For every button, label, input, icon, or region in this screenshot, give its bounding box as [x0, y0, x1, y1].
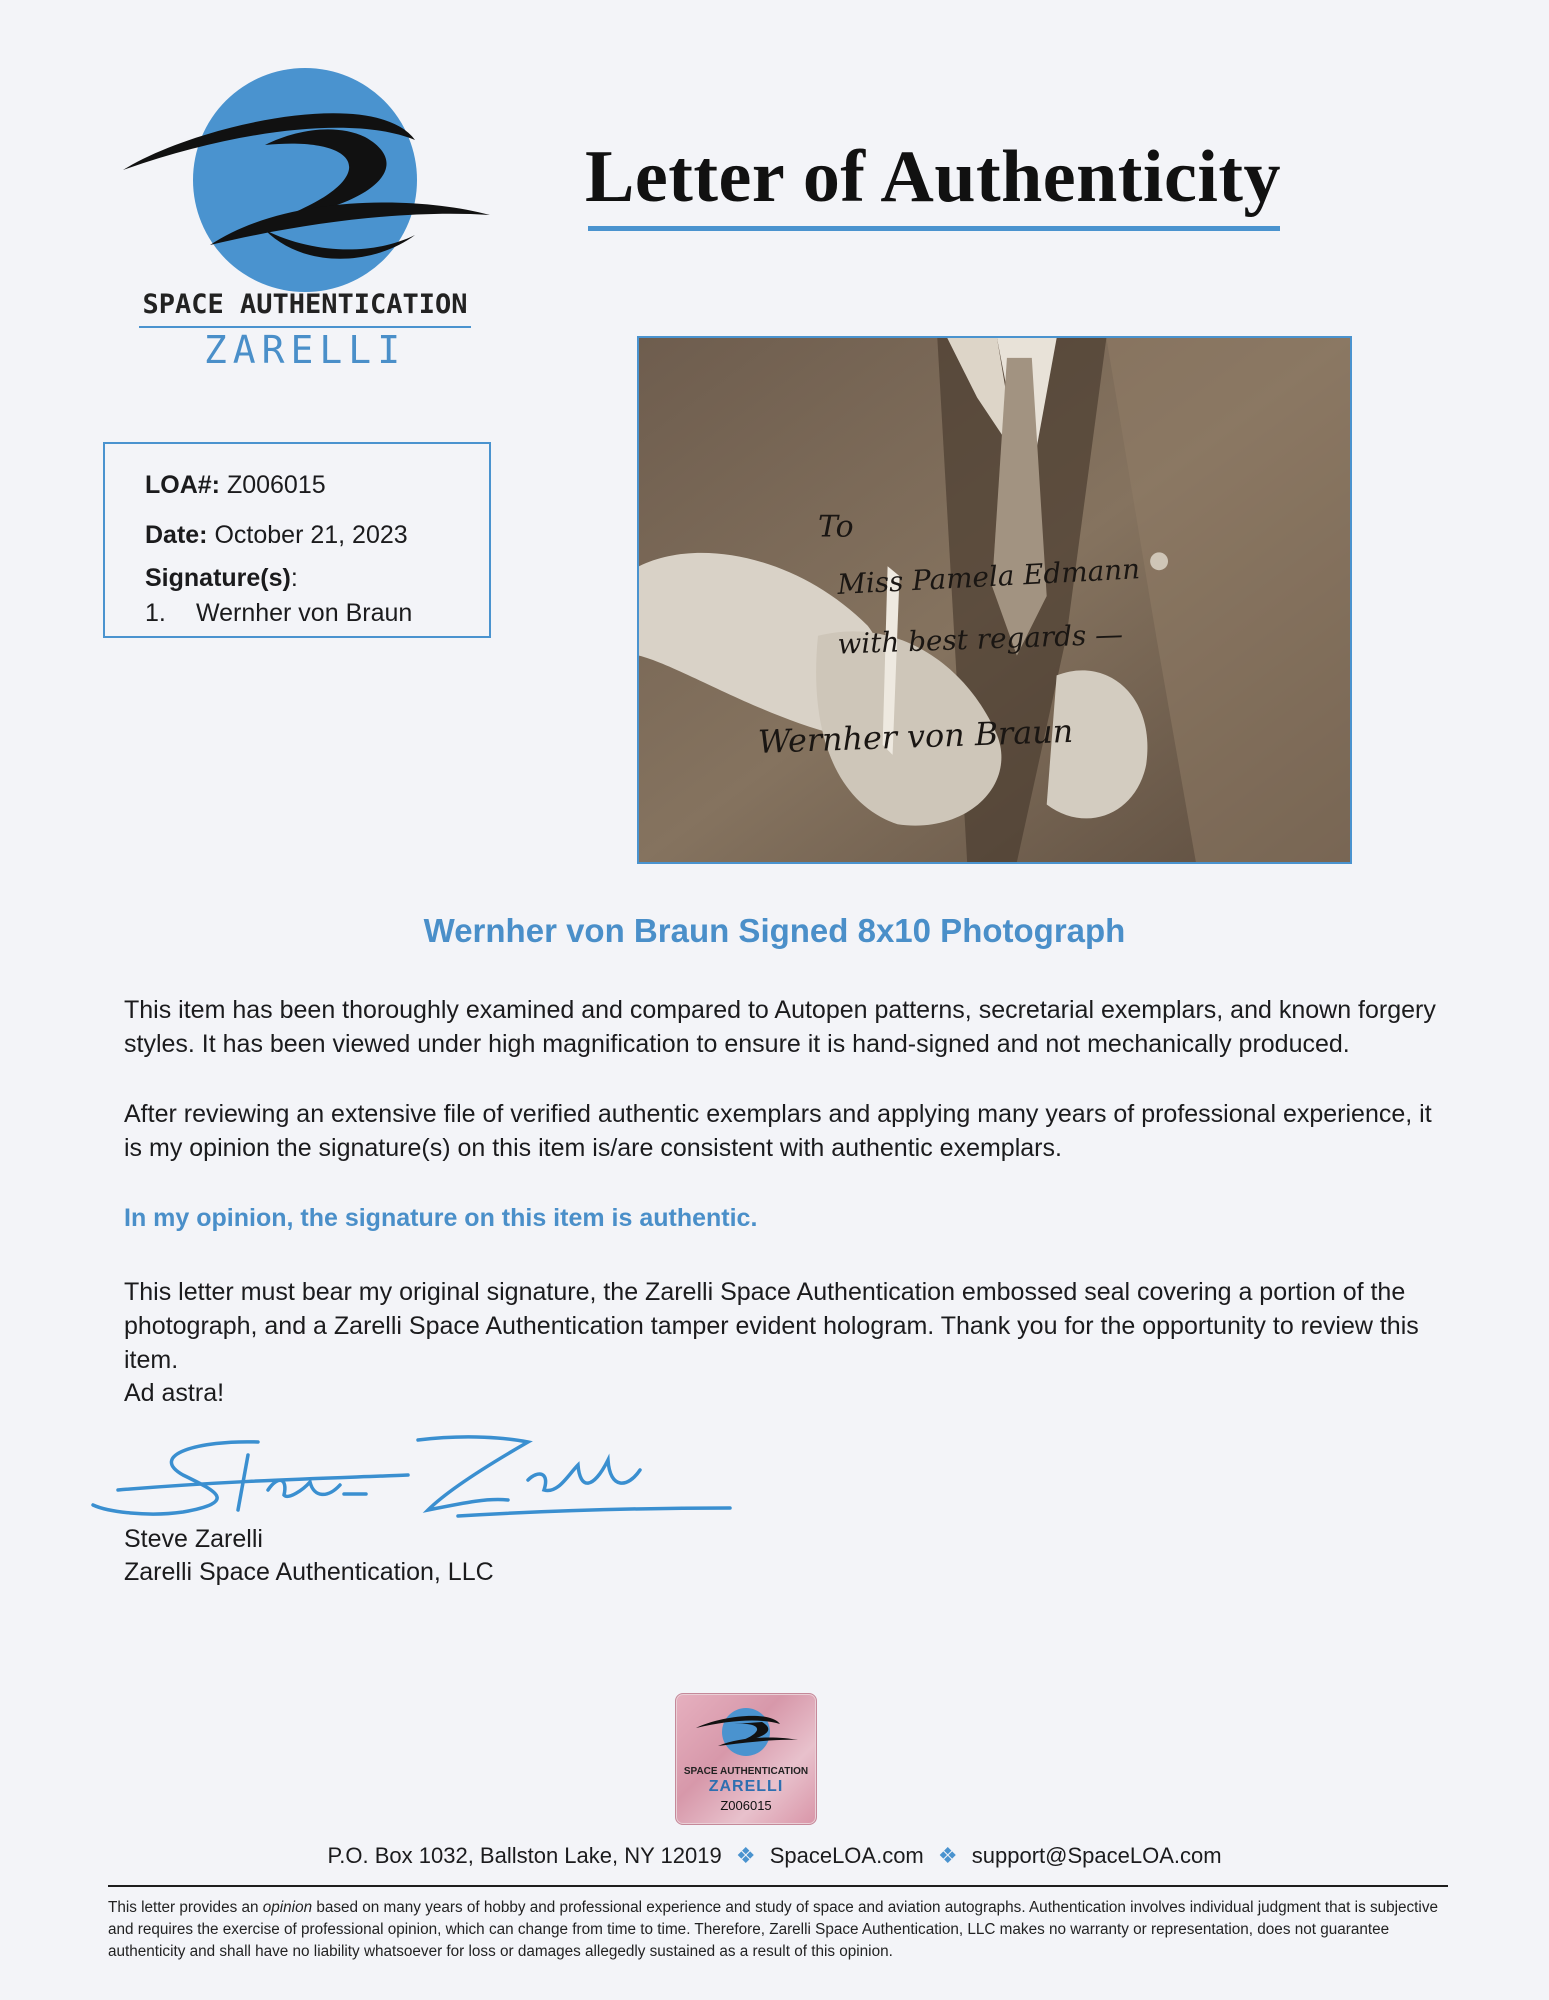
hologram-logo-icon — [690, 1702, 802, 1762]
date-row — [145, 510, 489, 560]
inscription-line1: To — [817, 509, 854, 545]
review-paragraph: After reviewing an extensive file of verified authentic exemplars and applying many years of professional experience, it is my opinion the signature(s) on this item is/are consistent with authentic exemplars. — [124, 1100, 1432, 1162]
footer-divider — [108, 1885, 1448, 1887]
footer-website-link[interactable]: SpaceLOA.com — [769, 1843, 924, 1868]
signature-number: 1. — [145, 599, 166, 627]
page-title: Letter of Authenticity — [585, 136, 1282, 218]
examination-paragraph: This item has been thoroughly examined and compared to Autopen patterns, secretarial exemplars, and known forgery styles. It has been viewed under high magnification to ensure it is hand-signed and not mechanically produced. — [124, 996, 1436, 1058]
loa-number-value: Z006015 — [226, 471, 326, 499]
disclaimer-part1: This letter provides an — [108, 1899, 263, 1916]
inscription-signature: Wernher von Braun — [757, 713, 1074, 761]
footer-contact — [0, 1843, 1549, 1869]
opinion-statement: In my opinion, the signature on this item is authentic. — [124, 1204, 758, 1232]
diamond-cluster-icon: ❖ — [937, 1843, 958, 1868]
requirements-paragraph: This letter must bear my original signature, the Zarelli Space Authentication embossed seal covering a portion of the photograph, and a Zarelli Space Authentication tamper evident hologram. Thank you for the opportunity to review this item. — [124, 1278, 1419, 1374]
tamper-evident-hologram — [675, 1693, 817, 1825]
title-underline — [588, 226, 1280, 231]
logo-line2: ZARELLI — [203, 328, 407, 372]
item-title: Wernher von Braun Signed 8x10 Photograph — [423, 912, 1126, 949]
loa-info-box — [103, 442, 491, 638]
footer-email-link[interactable]: support@SpaceLOA.com — [971, 1843, 1222, 1868]
date-value: October 21, 2023 — [214, 521, 408, 549]
hologram-line1: SPACE AUTHENTICATION — [683, 1766, 809, 1777]
diamond-cluster-icon: ❖ — [735, 1843, 756, 1868]
signature-list-item — [145, 596, 489, 630]
signature-name: Wernher von Braun — [195, 599, 413, 627]
signer-name: Steve Zarelli — [124, 1525, 263, 1553]
closing-line: Ad astra! — [124, 1379, 225, 1407]
disclaimer-part2: based on many years of hobby and professional experience and study of space and aviation autographs. Authentication involves individual judgment that is subjective and requires the exercise of professional opinion, which can change from time to time. Therefore, Zarelli Space Authentication, LLC makes no warranty or representation, does not guarantee authenticity and shall have no liability whatsoever for loss or damages allegedly sustained as a result of this opinion. — [108, 1899, 1438, 1960]
inscription-line3: with best regards — — [836, 617, 1124, 661]
logo-line1: SPACE AUTHENTICATION — [142, 289, 468, 320]
disclaimer-text — [108, 1897, 1453, 1963]
signatures-colon: : — [290, 564, 298, 592]
signer-company: Zarelli Space Authentication, LLC — [124, 1558, 494, 1586]
date-label: Date: — [145, 521, 208, 549]
zarelli-logo-icon — [115, 45, 495, 385]
hologram-line2: ZARELLI — [708, 1778, 784, 1795]
disclaimer-emphasis: opinion — [262, 1899, 313, 1916]
signed-photograph — [637, 336, 1352, 864]
footer-address: P.O. Box 1032, Ballston Lake, NY 12019 — [327, 1843, 722, 1868]
loa-number-label: LOA#: — [145, 471, 220, 499]
photograph-image — [639, 338, 1350, 862]
zarelli-logo — [115, 45, 495, 385]
signatures-row — [145, 560, 489, 596]
loa-number-row — [145, 460, 489, 510]
hologram-code: Z006015 — [720, 1798, 772, 1813]
handwritten-signature — [88, 1420, 738, 1525]
signatures-label: Signature(s) — [145, 564, 291, 592]
inscription-line2: Miss Pamela Edmann — [836, 552, 1141, 602]
